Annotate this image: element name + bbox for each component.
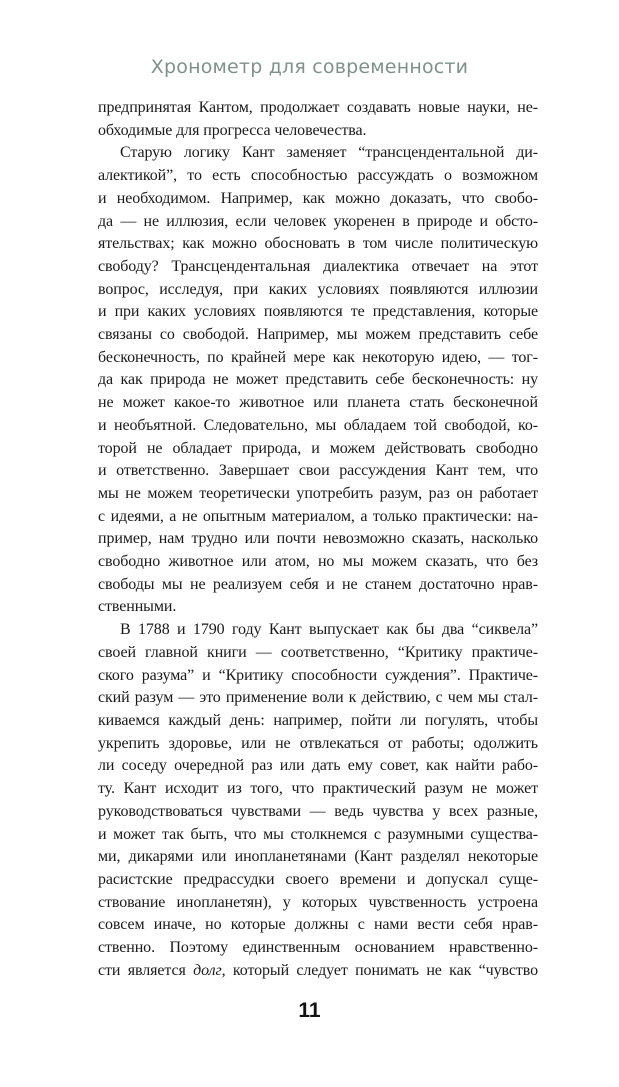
- text-line: обходимые для прогресса человечества.: [98, 121, 367, 139]
- spacer: [0, 982, 619, 998]
- text-line: и необходимом. Например, как можно доказать, что свобо-: [98, 189, 538, 207]
- text-line: ский разум — это применение воли к действию, с чем мы стал-: [98, 689, 538, 707]
- paragraph: [98, 619, 538, 982]
- text-line: Старую логику Кант заменяет “трансцендентальной ди-: [120, 144, 538, 162]
- text-line: расистские предрассудки своего времени и допускал суще-: [98, 870, 538, 888]
- text-line: сти является долг, который следует понимать не как “чувство: [98, 961, 539, 979]
- text-line: связаны со свободой. Например, мы можем представить себе: [98, 326, 538, 344]
- text-line: да — не иллюзия, если человек укоренен в природе и обсто-: [98, 212, 538, 230]
- text-line: руководствоваться чувствами — ведь чувства у всех разные,: [98, 802, 538, 820]
- text-line: и при каких условиях появляются те представления, которые: [98, 303, 538, 321]
- text-line: ственно. Поэтому единственным основанием нравственно-: [98, 939, 538, 957]
- text-line: ятельствах; как можно обосновать в том числе политическую: [98, 235, 538, 253]
- text-line: свободу? Трансцендентальная диалектика отвечает на этот: [98, 257, 538, 275]
- text-line: свободы мы не реализуем себя и не станем достаточно нрав-: [98, 575, 538, 593]
- text-line: В 1788 и 1790 году Кант выпускает как бы два “сиквела”: [120, 621, 538, 639]
- text-line: свободно животное или атом, но мы можем сказать, что без: [98, 553, 538, 571]
- text-line: не может какое-то животное или планета стать бесконечной: [98, 394, 538, 412]
- running-header: Хронометр для современности: [150, 56, 469, 78]
- text-line: предпринятая Кантом, продолжает создавать новые науки, не-: [98, 99, 538, 116]
- text-line: и ответственно. Завершает свои рассуждения Кант тем, что: [98, 462, 538, 480]
- paragraph: [98, 142, 538, 619]
- text-line: ли соседу очередной раз или дать ему совет, как найти рабо-: [98, 757, 538, 775]
- text-line: ственными.: [98, 598, 177, 616]
- text-line: мы не можем теоретически употребить разум, раз он работает: [98, 484, 538, 502]
- text-line: ту. Кант исходит из того, что практический разум не может: [98, 780, 538, 798]
- text-line: бесконечность, по крайней мере как некоторую идею, — тог-: [98, 348, 538, 366]
- text-line: ского разума” и “Критику способности суждения”. Практиче-: [98, 666, 538, 684]
- text-line: ми, дикарями или инопланетянами (Кант разделял некоторые: [98, 848, 538, 866]
- paragraph: [98, 97, 538, 142]
- page-number: 11: [298, 999, 321, 1023]
- text-line: и может так быть, что мы столкнемся с разумными существа-: [98, 825, 538, 843]
- text-line: укрепить здоровье, или не отвлекаться от работы; одолжить: [98, 734, 538, 752]
- text-line: торой не обладает природа, и можем действовать свободно: [98, 439, 538, 457]
- text-line: да как природа не может представить себе бесконечность: ну: [98, 371, 538, 389]
- text-line: пример, нам трудно или почти невозможно сказать, насколько: [98, 530, 538, 548]
- text-line: и необъятной. Следовательно, мы обладаем той свободой, ко-: [98, 416, 538, 434]
- text-line: алектикой”, то есть способностью рассуждать о возможном: [98, 167, 538, 185]
- text-line: совсем иначе, но которые должны с нами вести себя нрав-: [98, 916, 538, 934]
- body-text: [98, 97, 538, 982]
- text-line: вопрос, исследуя, при каких условиях появляются иллюзии: [98, 280, 538, 298]
- text-line: с идеями, а не опытным материалом, а только практически: на-: [98, 507, 538, 525]
- text-line: своей главной книги — соответственно, “Критику практиче-: [98, 643, 538, 661]
- text-line: ствование инопланетян), у которых чувственность устроена: [98, 893, 538, 911]
- text-line: киваемся каждый день: например, пойти ли погулять, чтобы: [98, 711, 538, 729]
